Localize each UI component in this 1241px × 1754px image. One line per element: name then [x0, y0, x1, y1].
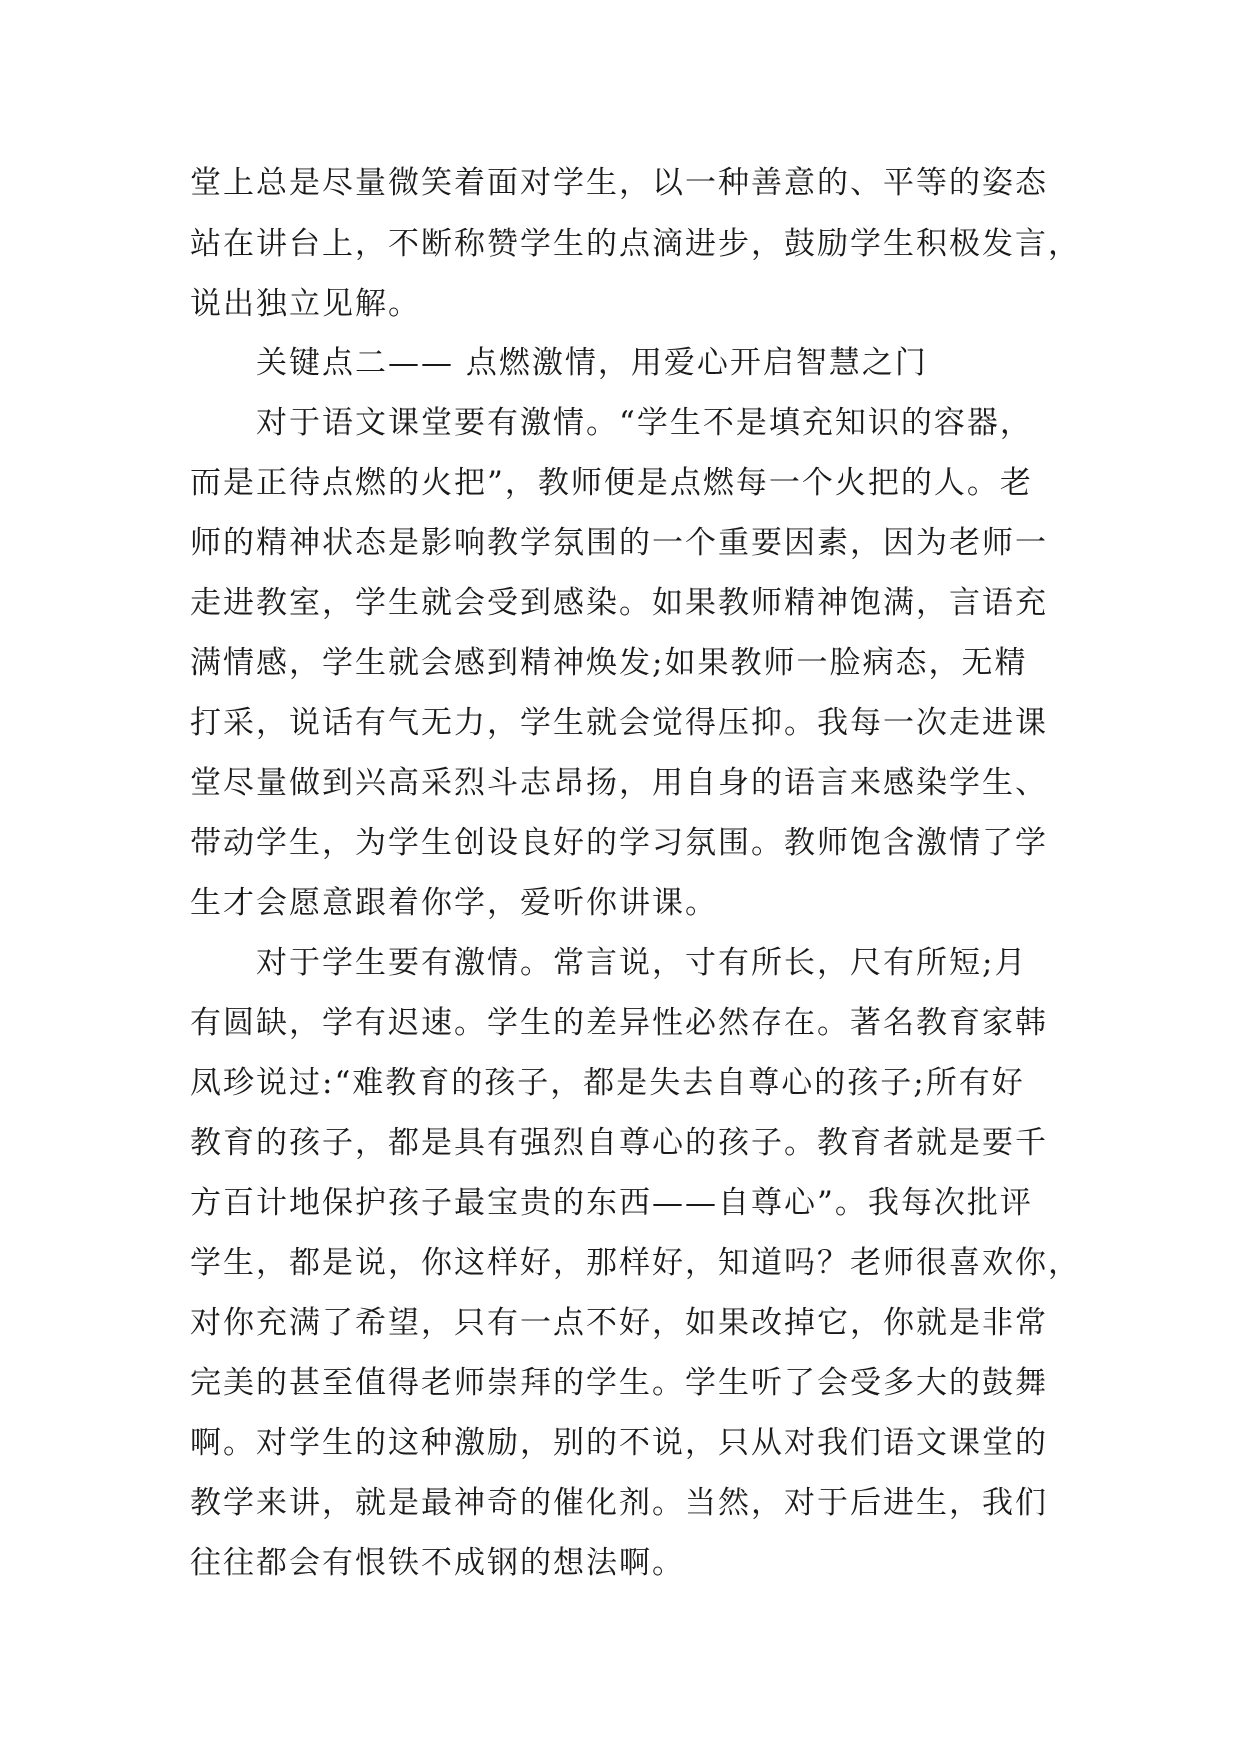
text-line: 啊。对学生的这种激励，别的不说，只从对我们语文课堂的 [190, 1425, 1048, 1461]
text-line: 师的精神状态是影响教学氛围的一个重要因素，因为老师一 [190, 525, 1048, 561]
text-line: 有圆缺，学有迟速。学生的差异性必然存在。著名教育家韩 [190, 1005, 1048, 1041]
text-line: 走进教室，学生就会受到感染。如果教师精神饱满，言语充 [190, 585, 1048, 621]
text-line: 教学来讲，就是最神奇的催化剂。当然，对于后进生，我们 [190, 1485, 1048, 1521]
section-heading: 关键点二—— 点燃激情，用爱心开启智慧之门 [256, 345, 928, 381]
text-line: 凤珍说过:“难教育的孩子，都是失去自尊心的孩子;所有好 [190, 1065, 1025, 1101]
text-line: 打采，说话有气无力，学生就会觉得压抑。我每一次走进课 [190, 705, 1048, 741]
text-line: 堂上总是尽量微笑着面对学生，以一种善意的、平等的姿态 [190, 165, 1048, 201]
text-line: 学生，都是说，你这样好，那样好，知道吗？老师很喜欢你， [190, 1245, 1081, 1281]
text-line: 满情感，学生就会感到精神焕发;如果教师一脸病态，无精 [190, 645, 1028, 681]
text-line: 带动学生，为学生创设良好的学习氛围。教师饱含激情了学 [190, 825, 1048, 861]
text-line: 站在讲台上，不断称赞学生的点滴进步，鼓励学生积极发言， [190, 226, 1081, 262]
text-line: 说出独立见解。 [190, 286, 421, 322]
text-line: 堂尽量做到兴高采烈斗志昂扬，用自身的语言来感染学生、 [190, 765, 1048, 801]
text-line: 往往都会有恨铁不成钢的想法啊。 [190, 1545, 685, 1581]
text-line: 方百计地保护孩子最宝贵的东西——自尊心”。我每次批评 [190, 1185, 1033, 1221]
text-line: 教育的孩子，都是具有强烈自尊心的孩子。教育者就是要千 [190, 1125, 1048, 1161]
text-line: 而是正待点燃的火把”，教师便是点燃每一个火把的人。老 [190, 465, 1033, 501]
text-line: 对你充满了希望，只有一点不好，如果改掉它，你就是非常 [190, 1305, 1048, 1341]
text-line: 生才会愿意跟着你学，爱听你讲课。 [190, 885, 718, 921]
text-line: 对于学生要有激情。常言说，寸有所长，尺有所短;月 [256, 945, 1028, 981]
text-line: 完美的甚至值得老师崇拜的学生。学生听了会受多大的鼓舞 [190, 1365, 1048, 1401]
text-line: 对于语文课堂要有激情。“学生不是填充知识的容器， [256, 405, 1033, 441]
